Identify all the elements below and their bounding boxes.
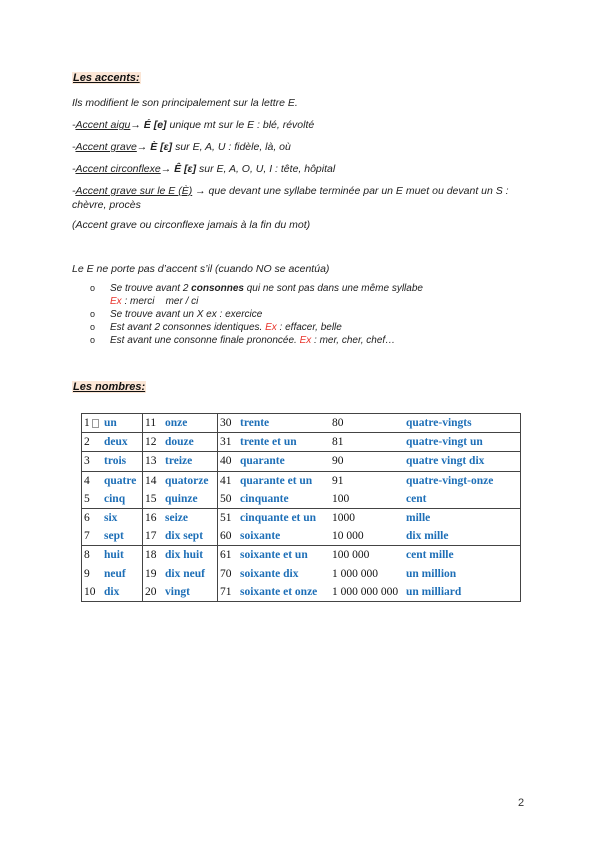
accent-grave-text: sur E, A, U : fidèle, là, où [172,141,291,153]
number-cell: 80 [330,414,404,433]
accent-grave-arrow: → [136,141,148,153]
table-row [82,527,521,546]
number-cell: 61 [218,546,239,565]
nombres-heading: Les nombres: [73,381,146,393]
word-cell: trois [102,452,143,471]
word-cell: cent [404,490,521,509]
word-cell: onze [163,414,218,433]
word-cell: quatre-vingt un [404,433,521,452]
number-cell: 81 [330,433,404,452]
list-item [90,308,530,321]
number-cell: 70 [220,567,232,580]
table-row [82,565,521,583]
number-cell: 31 [218,433,239,452]
word-cell: dix sept [163,527,218,546]
word-cell: deux [102,433,143,452]
word-cell: quatre-vingt-onze [404,471,521,490]
table-row [82,414,521,433]
table-row [82,546,521,565]
word-cell: six [102,508,143,527]
number-cell: 8 [82,546,103,565]
table-row [82,583,521,602]
number-cell: 18 [143,546,164,565]
accent-aigu-prefix: - [72,119,76,131]
word-cell: mille [404,508,521,527]
number-cell: 20 [143,583,164,602]
number-cell [82,414,103,433]
word-cell: treize [163,452,218,471]
example-label: Ex [299,335,312,346]
number-cell: 9 [82,565,103,583]
word-cell: trente [238,414,330,433]
example-label: Ex [265,322,277,333]
item-text: Est avant 2 consonnes identiques. [110,322,266,333]
accents-heading: Les accents: [73,72,140,84]
word-cell: quinze [163,490,218,509]
accents-intro: Ils modifient le son principalement sur la lettre E. [72,97,298,109]
word-cell: neuf [102,565,143,583]
number-cell: 50 [220,492,232,505]
bullet-mark: o [90,283,96,293]
accent-circonflexe-name: Accent circonflexe [75,163,161,175]
item-bold-text: consonnes [191,283,244,294]
number-cell: 41 [218,471,239,490]
example-text: : effacer, belle [276,322,342,333]
word-cell: un million [404,565,521,583]
number-cell: 15 [145,492,157,505]
word-cell: quarante [238,452,330,471]
number-cell: 40 [218,452,239,471]
table-row [82,471,521,490]
word-cell: quatre [102,471,143,490]
word-cell: un [102,414,143,433]
number-cell: 10 000 [332,530,364,543]
bullet-mark: o [90,335,96,345]
number-cell: 12 [143,433,164,452]
accent-aigu-arrow: → [130,119,141,131]
number-cell: 19 [145,567,157,580]
accent-circonflexe-prefix: - [72,163,76,175]
word-cell: quatorze [163,471,218,490]
word-cell: sept [102,527,143,546]
number-cell: 60 [220,530,232,543]
no-accent-intro: Le E ne porte pas d’accent s’il (cuando NO se acentúa) [72,263,330,275]
word-cell: vingt [163,583,218,602]
document-icon [92,419,99,428]
word-cell: cinq [102,490,143,509]
number-cell: 51 [218,508,239,527]
word-cell: dix [102,583,143,602]
word-cell: quarante et un [238,471,330,490]
accent-circonflexe-line [72,162,532,176]
number-cell: 4 [82,471,103,490]
word-cell: dix huit [163,546,218,565]
page-number: 2 [518,797,525,809]
accent-aigu-line [72,118,532,132]
number-cell: 1 000 000 [332,567,378,580]
number-cell: 91 [330,471,404,490]
number-cell: 1 000 000 000 [330,583,404,602]
accent-grave-e-line [72,184,532,212]
item-text: Est avant une consonne finale prononcée. [110,335,300,346]
example-label: Ex [110,296,122,307]
accent-grave-e-name: Accent grave sur le E (È) [75,185,193,197]
word-cell: cent mille [404,546,521,565]
table-row [82,452,521,471]
bullet-mark: o [90,322,96,332]
accent-circonflexe-arrow: → [160,163,172,175]
word-cell: cinquante [240,492,289,505]
table-row [82,490,521,509]
example-text: : mer, cher, chef… [311,335,396,346]
word-cell: dix neuf [163,565,218,583]
accent-aigu-symbol: É [e] [143,119,167,131]
number-cell: 100 [332,492,350,505]
number-cell: 90 [330,452,404,471]
number-cell: 7 [82,527,103,546]
list-item [90,282,530,308]
number-value: 1 [84,417,90,430]
word-cell: quatre vingt dix [404,452,521,471]
item-text-after: qui ne sont pas dans une même syllabe [243,283,423,294]
word-cell: seize [163,508,218,527]
number-cell: 16 [143,508,164,527]
accent-grave-e-prefix: - [72,185,76,197]
numbers-table [81,413,521,602]
accents-note: (Accent grave ou circonflexe jamais à la fin du mot) [72,219,311,231]
word-cell: soixante et un [238,546,330,565]
bullet-mark: o [90,309,96,319]
number-cell: 2 [82,433,103,452]
accent-aigu-text: unique mt sur le E : blé, révolté [166,119,315,131]
table-row [82,433,521,452]
accent-grave-e-text: → que devant une syllabe terminée par un E muet ou devant un S : chèvre, procès [72,185,509,211]
accent-grave-prefix: - [72,141,76,153]
item-text: Se trouve avant un X ex : exercice [110,309,263,320]
word-cell: cinquante et un [238,508,330,527]
accent-grave-line [72,140,532,154]
word-cell: quatre-vingts [404,414,521,433]
number-cell: 71 [218,583,239,602]
word-cell: soixante dix [240,567,299,580]
accent-grave-name: Accent grave [75,141,137,153]
accent-grave-symbol: È [ɛ] [150,141,173,153]
table-row [82,508,521,527]
no-accent-list [90,282,530,347]
word-cell: un milliard [404,583,521,602]
item-text: Se trouve avant 2 [110,283,192,294]
number-cell: 10 [82,583,103,602]
number-cell: 30 [218,414,239,433]
word-cell: huit [102,546,143,565]
number-cell: 6 [82,508,103,527]
number-cell: 17 [145,530,157,543]
word-cell: soixante et onze [238,583,330,602]
number-cell: 14 [143,471,164,490]
word-cell: soixante [240,530,281,543]
word-cell: dix mille [404,527,521,546]
word-cell: trente et un [238,433,330,452]
list-item [90,334,530,347]
number-cell: 11 [143,414,164,433]
number-cell: 1000 [330,508,404,527]
accent-circonflexe-text: sur E, A, O, U, I : tête, hôpital [196,163,336,175]
example-text: : merci mer / ci [121,296,199,307]
accent-circonflexe-symbol: Ê [ɛ] [174,163,197,175]
accent-aigu-name: Accent aigu [75,119,131,131]
list-item [90,321,530,334]
number-cell: 3 [82,452,103,471]
number-cell: 13 [143,452,164,471]
number-cell: 100 000 [330,546,404,565]
number-cell: 5 [82,490,103,509]
word-cell: douze [163,433,218,452]
